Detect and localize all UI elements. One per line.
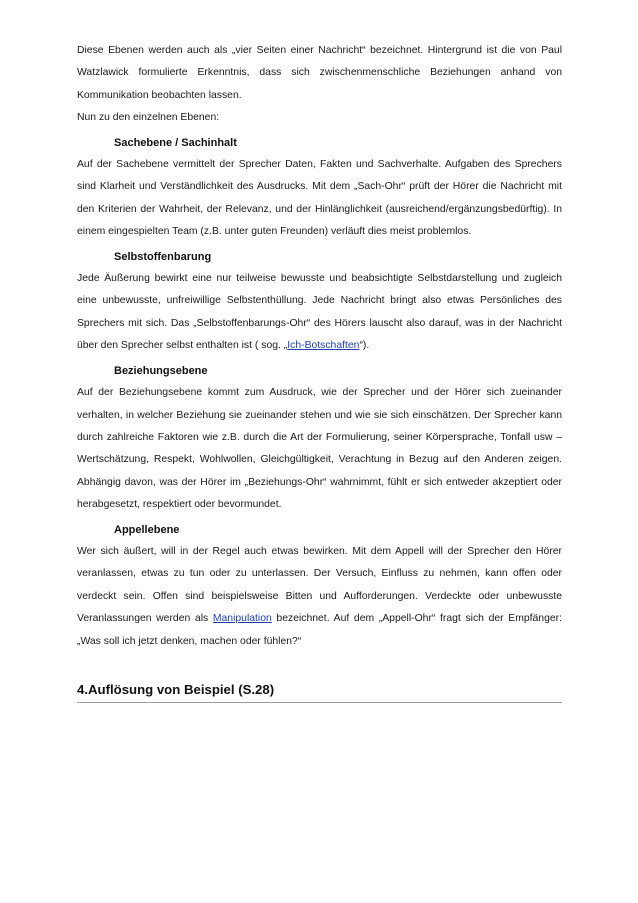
heading-sachebene: Sachebene / Sachinhalt [114,136,237,149]
paragraph-appellebene [77,541,562,653]
paragraph-sachebene: Auf der Sachebene vermittelt der Sprecher Daten, Fakten und Sachverhalte. Aufgaben des Sprechers sind Klarheit und Verständlichkeit des Ausdrucks. Mit dem „Sach-Ohr“ prüft der Hörer die Nachricht mit den Kriterien der Wahrheit, der Relevanz, und der Hinlänglichkeit (ausreichend/ergänzungsbedürftig). In einem eingespielten Team (z.B. unter guten Freunden) verläuft dies meist problemlos. [77,159,562,238]
paragraph-selbstoffenbarung [77,268,562,358]
intro-paragraph: Diese Ebenen werden auch als „vier Seiten einer Nachricht“ bezeichnet. Hintergrund ist die von Paul Watzlawick formulierte Erkenntnis, dass sich zwischenmenschliche Beziehungen anhand von Kommunikation beobachten lassen. [77,45,562,101]
appellebene-text-after: bezeichnet. Auf dem „Appell-Ohr“ fragt sich der Empfänger: „Was soll ich jetzt denken, machen oder fühlen?“ [77,613,562,647]
heading-beziehungsebene: Beziehungsebene [114,364,208,377]
appellebene-text-before: Wer sich äußert, will in der Regel auch etwas bewirken. Mit dem Appell will der Sprecher den Hörer veranlassen, etwas zu tun oder zu unterlassen. Der Versuch, Einfluss zu nehmen, kann offen oder verdeckt sein. Offen sind beispielsweise Bitten und Aufforderungen. Verdeckte oder unbewusste Veranlassungen werden als [77,545,562,625]
paragraph-beziehungsebene: Auf der Beziehungsebene kommt zum Ausdruck, wie der Sprecher und der Hörer sich zueinander verhalten, in welcher Beziehung sie zueinander stehen und wie sie sich einschätzen. Der Sprecher kann durch zahlreiche Faktoren wie z.B. durch die Art der Formulierung, seiner Körpersprache, Tonfall usw – Wertschätzung, Respekt, Wohlwollen, Gleichgültigkeit, Verachtung in Bezug auf den Anderen zeigen. Abhängig davon, was der Hörer im „Beziehungs-Ohr“ wahrnimmt, fühlt er sich entweder akzeptiert oder herabgesetzt, respektiert oder bevormundet. [77,387,562,511]
selbstoffenbarung-text-after: “). [359,340,370,352]
heading-appellebene: Appellebene [114,523,180,536]
document-page [77,40,562,703]
heading-selbstoffenbarung: Selbstoffenbarung [114,250,212,263]
section-title-4: 4.Auflösung von Beispiel (S.28) [77,681,562,703]
ich-botschaften-link[interactable]: Ich-Botschaften [287,340,360,352]
selbstoffenbarung-text-before: Jede Äußerung bewirkt eine nur teilweise bewusste und beabsichtigte Selbstdarstellung und zugleich eine unbewusste, unfreiwillige Selbstenthüllung. Jede Nachricht bringt also etwas Persönliches des Sprechers mit sich. Das „Selbstoffenbarungs-Ohr“ des Hörers lauscht also darauf, was in der Nachricht über den Sprecher selbst enthalten ist ( sog. „ [77,273,562,352]
intro-lead-in: Nun zu den einzelnen Ebenen: [77,112,220,124]
manipulation-link[interactable]: Manipulation [212,613,272,625]
